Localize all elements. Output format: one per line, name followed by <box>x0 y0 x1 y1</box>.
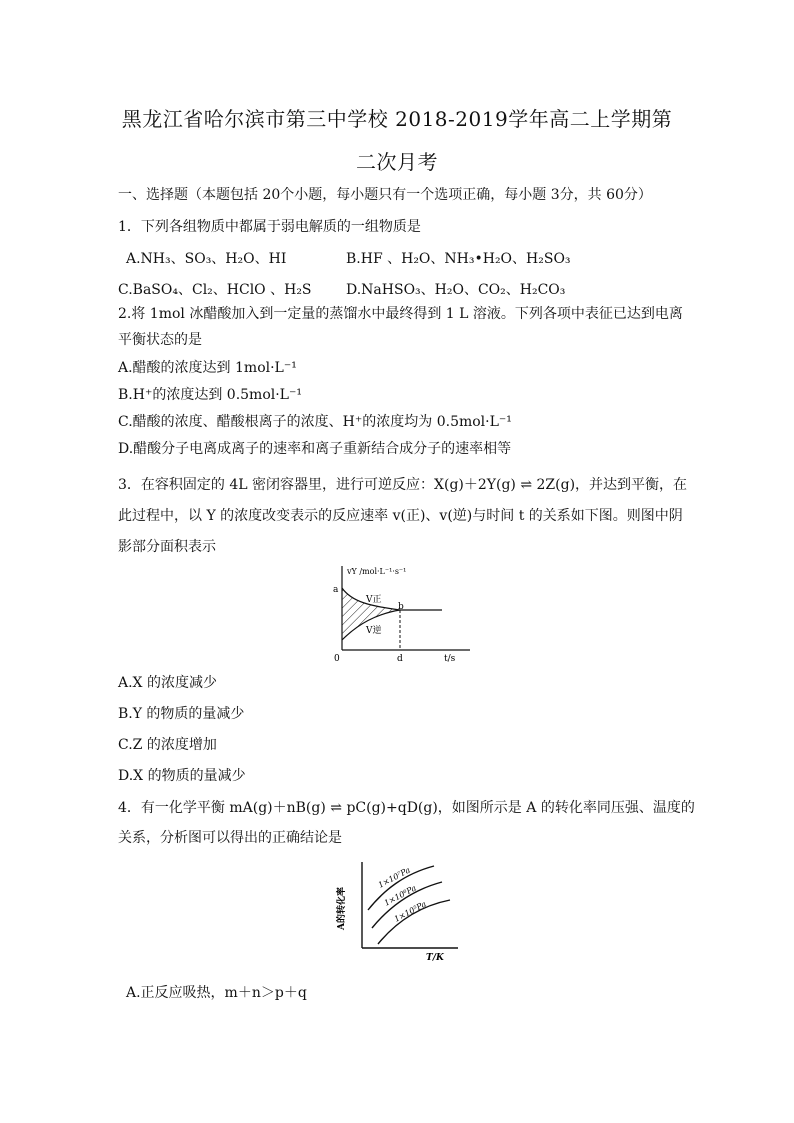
q1-option-a: A.NH₃、SO₃、H₂O、HI <box>126 251 287 267</box>
section-header: 一、选择题（本题包括 20个小题，每小题只有一个选项正确，每小题 3分，共 60分） <box>118 187 652 203</box>
q2-option-a: A.醋酸的浓度达到 1mol·L⁻¹ <box>118 360 297 376</box>
q1-option-b: B.HF 、H₂O、NH₃•H₂O、H₂SO₃ <box>346 251 571 267</box>
doc-title-line-2: 二次月考 <box>356 150 438 174</box>
point-b-label: b <box>398 602 404 612</box>
q3-option-a: A.X 的浓度减少 <box>118 675 217 691</box>
y-axis-label: vY /mol·L⁻¹·s⁻¹ <box>347 567 407 576</box>
curve-3-label: 1×10⁵Pa <box>392 899 428 924</box>
q4-stem-line-1: 4．有一化学平衡 mA(g)＋nB(g) ⇌ pC(g)+qD(g)，如图所示是 A 的转化率同压强、温度的 <box>118 800 695 816</box>
conversion-temperature-graph <box>326 860 466 964</box>
reverse-curve-label: V逆 <box>366 626 382 636</box>
q2-option-d: D.醋酸分子电离成离子的速率和离子重新结合成分子的速率相等 <box>118 441 512 457</box>
q1-option-d: D.NaHSO₃、H₂O、CO₂、H₂CO₃ <box>346 282 566 298</box>
x-axis-label: t/s <box>444 654 456 664</box>
forward-curve-label: V正 <box>366 595 382 605</box>
q1-stem: 1．下列各组物质中都属于弱电解质的一组物质是 <box>118 219 421 235</box>
x-axis-label: T/K <box>426 953 444 963</box>
rate-time-graph <box>320 562 480 666</box>
q2-option-c: C.醋酸的浓度、醋酸根离子的浓度、H⁺的浓度均为 0.5mol·L⁻¹ <box>118 414 512 430</box>
q3-option-b: B.Y 的物质的量减少 <box>118 706 245 722</box>
q3-stem-line-3: 影部分面积表示 <box>118 539 216 555</box>
origin-label: 0 <box>334 654 340 664</box>
q3-option-c: C.Z 的浓度增加 <box>118 737 217 753</box>
q4-stem-line-2: 关系，分析图可以得出的正确结论是 <box>118 830 342 846</box>
curve-2-label: 1×10⁶Pa <box>382 883 418 908</box>
point-d-label: d <box>397 654 403 664</box>
q1-option-c: C.BaSO₄、Cl₂、HClO 、H₂S <box>118 282 312 298</box>
q3-stem-line-2: 此过程中，以 Y 的浓度改变表示的反应速率 v(正)、v(逆)与时间 t 的关系如下图。则图中阴 <box>118 508 683 524</box>
point-a-label: a <box>333 585 339 595</box>
curve-1-label: 1×10⁷Pa <box>376 865 412 890</box>
q4-option-a: A.正反应吸热，m＋n＞p＋q <box>126 985 307 1001</box>
q2-stem-line-2: 平衡状态的是 <box>118 332 202 348</box>
q2-option-b: B.H⁺的浓度达到 0.5mol·L⁻¹ <box>118 387 302 403</box>
y-axis-label: A的转化率 <box>337 887 347 930</box>
q3-option-d: D.X 的物质的量减少 <box>118 768 246 784</box>
q2-stem-line-1: 2.将 1mol 冰醋酸加入到一定量的蒸馏水中最终得到 1 L 溶液。下列各项中表征已达到电离 <box>118 306 683 322</box>
q3-stem-line-1: 3．在容积固定的 4L 密闭容器里，进行可逆反应：X(g)＋2Y(g) ⇌ 2Z(g)，并达到平衡，在 <box>118 477 688 493</box>
doc-title-line-1: 黑龙江省哈尔滨市第三中学校 2018-2019学年高二上学期第 <box>121 107 673 131</box>
